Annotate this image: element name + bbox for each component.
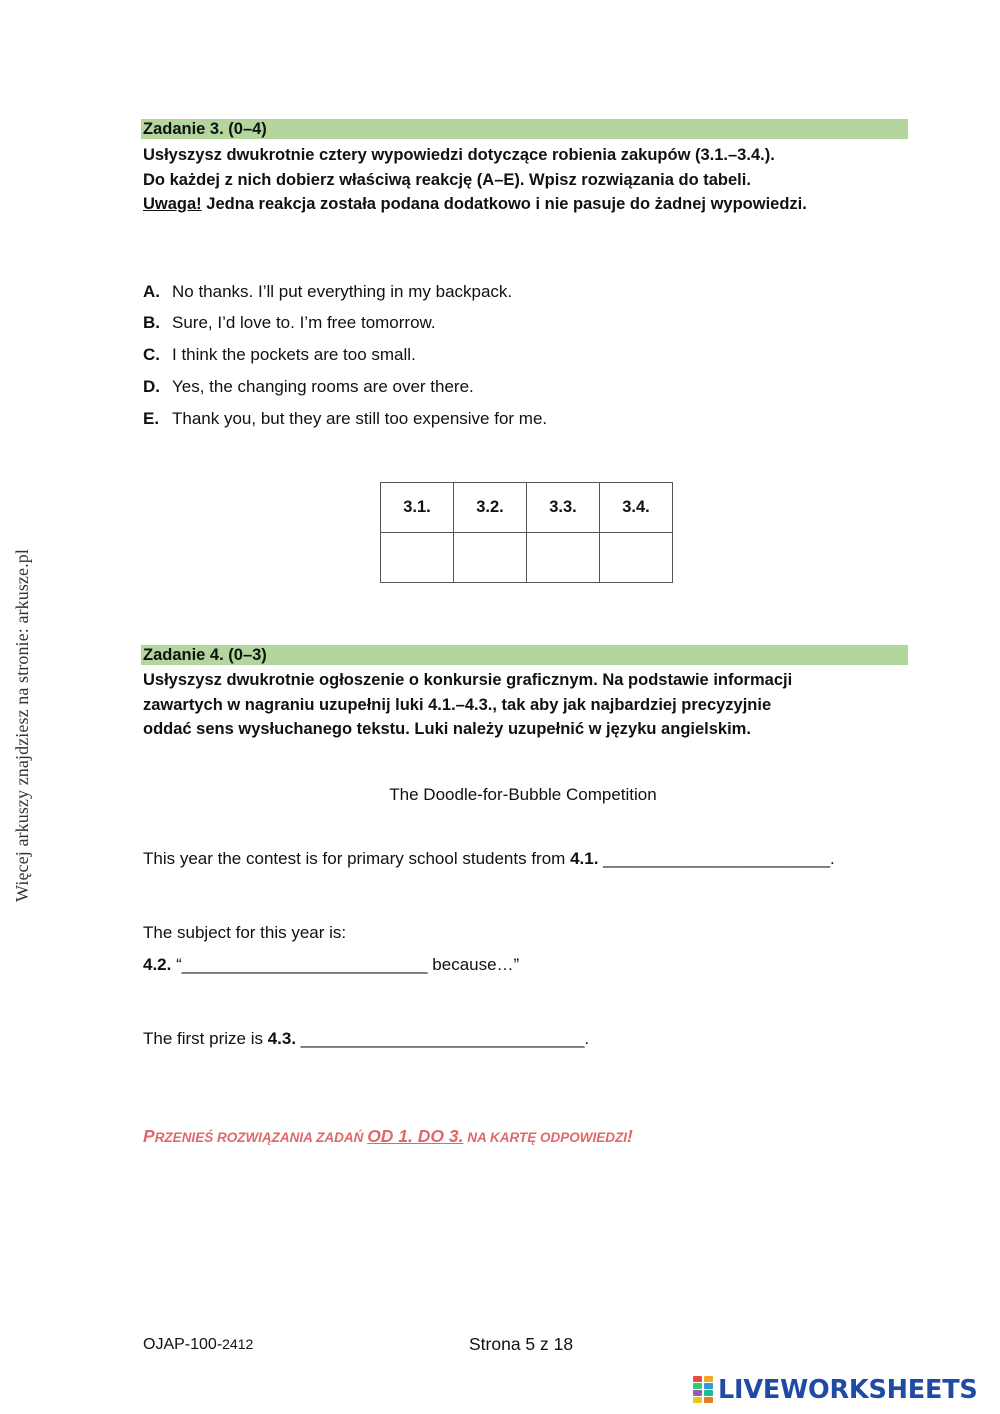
task4-instructions: [143, 668, 913, 742]
answer-table-input-row: [381, 533, 673, 583]
option-text: Sure, I’d love to. I’m free tomorrow.: [172, 313, 436, 332]
warning-range: OD 1. DO 3.: [367, 1126, 464, 1146]
q1-text: This year the contest is for primary school students from: [143, 849, 571, 868]
option-d: [143, 376, 474, 398]
option-letter: C.: [143, 345, 160, 364]
q1-blank[interactable]: ________________________.: [598, 849, 835, 868]
answer-table-header-row: [381, 483, 673, 533]
answer-header-3-3: 3.3.: [527, 483, 600, 533]
task4-heading: Zadanie 4. (0–3): [141, 645, 908, 665]
q2-number: 4.2.: [143, 955, 172, 974]
side-note: Więcej arkuszy znajdziesz na stronie: arkusze.pl: [12, 549, 32, 902]
option-text: Yes, the changing rooms are over there.: [172, 377, 474, 396]
answer-header-3-4: 3.4.: [600, 483, 673, 533]
answer-header-3-2: 3.2.: [454, 483, 527, 533]
answer-header-3-1: 3.1.: [381, 483, 454, 533]
option-letter: B.: [143, 313, 160, 332]
competition-title: The Doodle-for-Bubble Competition: [389, 785, 657, 804]
warning-part3-small: NA KARTĘ ODPOWIEDZI: [463, 1130, 627, 1145]
option-letter: E.: [143, 409, 160, 428]
task4-instructions-line3: oddać sens wysłuchanego tekstu. Luki należy uzupełnić w języku angielskim.: [143, 720, 751, 738]
task3-note-text: Jedna reakcja została podana dodatkowo i nie pasuje do żadnej wypowiedzi.: [201, 195, 807, 213]
task3-instructions-line2: Do każdej z nich dobierz właściwą reakcję (A–E). Wpisz rozwiązania do tabeli.: [143, 170, 751, 189]
option-letter: D.: [143, 377, 160, 396]
option-e: [143, 408, 547, 430]
warning-part1-big: P: [143, 1126, 155, 1146]
option-text: Thank you, but they are still too expensive for me.: [172, 409, 548, 428]
option-text: I think the pockets are too small.: [172, 345, 416, 364]
answer-table: [380, 482, 673, 583]
task3-heading: Zadanie 3. (0–4): [141, 119, 908, 139]
question-4-3: [143, 1028, 589, 1050]
task3-instructions-line1: Usłyszysz dwukrotnie cztery wypowiedzi dotyczące robienia zakupów (3.1.–3.4.).: [143, 146, 775, 164]
task4-instructions-line1: Usłyszysz dwukrotnie ogłoszenie o konkursie graficznym. Na podstawie informacji: [143, 671, 793, 689]
warning-part1-small: RZENIEŚ ROZWIĄZANIA ZADAŃ: [154, 1130, 368, 1145]
transfer-warning: [143, 1125, 633, 1149]
exam-code-main: OJAP-100-: [143, 1336, 223, 1353]
exam-code-small: 2412: [222, 1336, 254, 1352]
task3-note-label: Uwaga!: [143, 195, 202, 213]
question-4-2-intro: The subject for this year is:: [143, 923, 347, 942]
task3-note: [143, 192, 913, 217]
answer-cell-3-1[interactable]: [381, 533, 454, 583]
answer-cell-3-3[interactable]: [527, 533, 600, 583]
liveworksheets-logo-icon: [693, 1376, 715, 1404]
option-text: No thanks. I’ll put everything in my backpack.: [172, 282, 513, 301]
liveworksheets-logo-text: LIVEWORKSHEETS: [718, 1375, 978, 1405]
option-c: [143, 344, 416, 366]
q2-blank[interactable]: “__________________________ because…”: [171, 955, 520, 974]
option-letter: A.: [143, 282, 160, 301]
q3-text: The first prize is: [143, 1029, 268, 1048]
page-number: Strona 5 z 18: [469, 1334, 574, 1354]
question-4-2: [143, 954, 519, 976]
option-a: [143, 281, 512, 303]
liveworksheets-logo[interactable]: [693, 1376, 978, 1404]
q1-number: 4.1.: [570, 849, 599, 868]
task3-instructions: [143, 143, 913, 217]
q3-blank[interactable]: ______________________________.: [296, 1029, 590, 1048]
exam-code: [143, 1334, 253, 1355]
warning-end: !: [626, 1126, 633, 1146]
task4-instructions-line2: zawartych w nagraniu uzupełnij luki 4.1.–4.3., tak aby jak najbardziej precyzyjnie: [143, 695, 772, 714]
question-4-1: [143, 848, 835, 870]
q3-number: 4.3.: [267, 1029, 297, 1048]
answer-cell-3-4[interactable]: [600, 533, 673, 583]
answer-cell-3-2[interactable]: [454, 533, 527, 583]
option-b: [143, 312, 436, 334]
